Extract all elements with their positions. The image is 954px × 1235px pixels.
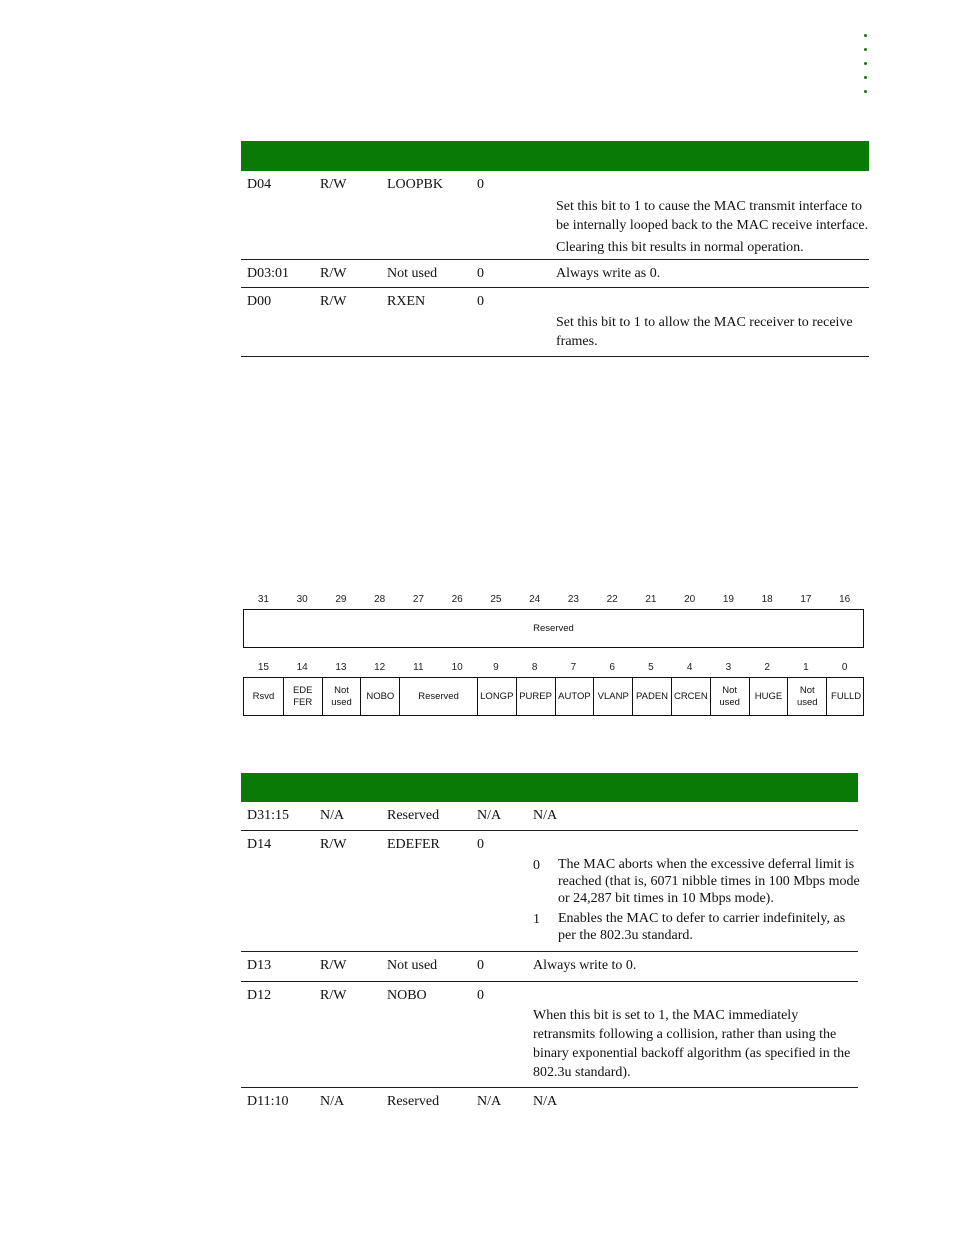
mnemonic-cell: Not used: [387, 266, 438, 281]
bit-number: 26: [451, 594, 463, 605]
bits-cell: D31:15: [247, 808, 289, 823]
bit-number: 21: [645, 594, 657, 605]
field-label: VLANP: [597, 690, 629, 702]
register-field: [283, 678, 322, 715]
bits-cell: D11:10: [247, 1094, 289, 1109]
bit-number: 10: [451, 662, 463, 673]
table-row: [241, 952, 858, 982]
register-field: [749, 678, 788, 715]
bit-number: 11: [413, 662, 424, 673]
description-text: be internally looped back to the MAC receive interface.: [556, 218, 869, 233]
table-row: [241, 260, 869, 288]
description-text: binary exponential backoff algorithm (as specified in the: [533, 1046, 851, 1061]
reset-cell: N/A: [477, 808, 502, 823]
description-text: Always write as 0.: [556, 266, 661, 281]
access-cell: R/W: [320, 177, 347, 192]
description-text: Set this bit to 1 to allow the MAC receiver to receive: [556, 315, 853, 330]
register-field: [632, 678, 671, 715]
bit-number: 8: [531, 662, 538, 673]
table-row: [241, 288, 869, 357]
field-label: Not: [799, 684, 815, 696]
description-text: frames.: [556, 334, 598, 349]
description-text: retransmits following a collision, rather than using the: [533, 1027, 837, 1042]
register-field: [399, 678, 477, 715]
register-field: [322, 678, 361, 715]
bit-number: 13: [335, 662, 347, 673]
bits-cell: D14: [247, 837, 272, 852]
table-row: [241, 982, 858, 1088]
access-cell: R/W: [320, 837, 347, 852]
register-table-1: [241, 141, 869, 357]
margin-dots-decoration: [864, 34, 870, 104]
option-text: reached (that is, 6071 nibble times in 100 Mbps mode: [558, 874, 860, 889]
bit-number: 27: [412, 594, 424, 605]
field-label: used: [796, 696, 818, 708]
field-label: HUGE: [754, 690, 783, 702]
description-text: Always write to 0.: [533, 958, 637, 973]
register-field: [710, 678, 749, 715]
bits-cell: D13: [247, 958, 272, 973]
register-field: [787, 678, 826, 715]
mnemonic-cell: LOOPBK: [387, 177, 444, 192]
reset-cell: 0: [477, 988, 484, 1003]
table-row: [241, 831, 858, 952]
option-text: The MAC aborts when the excessive deferral limit is: [558, 857, 855, 872]
bits-cell: D03:01: [247, 266, 289, 281]
option-value: 0: [533, 858, 540, 873]
table-row: [241, 802, 858, 831]
description-text: When this bit is set to 1, the MAC immediately: [533, 1008, 799, 1023]
bit-number: 17: [800, 594, 812, 605]
field-label: EDE: [292, 684, 313, 696]
description-text: N/A: [533, 808, 558, 823]
field-label: Not: [722, 684, 738, 696]
field-label: CRCEN: [673, 690, 708, 702]
bit-number: 18: [761, 594, 773, 605]
bits-cell: D12: [247, 988, 272, 1003]
field-label: FULLD: [831, 690, 862, 702]
bit-number: 20: [684, 594, 696, 605]
access-cell: N/A: [320, 808, 345, 823]
mnemonic-cell: Reserved: [387, 808, 440, 823]
bit-number: 28: [374, 594, 386, 605]
bit-number: 22: [606, 594, 618, 605]
option-text: or 24,287 bit times in 10 Mbps mode).: [558, 891, 774, 906]
bit-number: 2: [764, 662, 770, 673]
bit-number: 14: [296, 662, 308, 673]
bit-number: 30: [296, 594, 308, 605]
upper-bit-numbers: [244, 594, 864, 608]
table-row: [241, 1088, 858, 1114]
description-text: 802.3u standard).: [533, 1065, 631, 1080]
mnemonic-cell: NOBO: [387, 988, 427, 1003]
bit-number: 6: [609, 662, 615, 673]
access-cell: R/W: [320, 988, 347, 1003]
register-field: [671, 678, 710, 715]
mnemonic-cell: RXEN: [387, 294, 426, 309]
table-row: [241, 171, 869, 260]
bit-number: 9: [493, 662, 499, 673]
register-lower-half: [243, 677, 864, 716]
reset-cell: 0: [477, 294, 484, 309]
reset-cell: 0: [477, 177, 484, 192]
access-cell: R/W: [320, 958, 347, 973]
access-cell: R/W: [320, 266, 347, 281]
register-field: [477, 678, 516, 715]
reset-cell: 0: [477, 958, 484, 973]
table-header-bar: [241, 773, 858, 802]
mnemonic-cell: EDEFER: [387, 837, 440, 852]
bit-number: 5: [648, 662, 654, 673]
register-table-2: [241, 773, 858, 1114]
access-cell: R/W: [320, 294, 347, 309]
access-cell: N/A: [320, 1094, 345, 1109]
bit-number: 4: [686, 662, 693, 673]
field-label: Not: [334, 684, 349, 696]
field-label: used: [331, 696, 352, 708]
reset-cell: N/A: [477, 1094, 502, 1109]
bit-number: 15: [257, 662, 269, 673]
bit-number: 19: [722, 594, 734, 605]
reset-cell: 0: [477, 266, 484, 281]
description-text: Clearing this bit results in normal operation.: [556, 240, 804, 255]
bit-number: 12: [374, 662, 386, 673]
option-text: Enables the MAC to defer to carrier indefinitely, as: [558, 911, 846, 926]
field-label: LONGP: [480, 690, 514, 702]
field-label: Rsvd: [252, 690, 275, 702]
bits-cell: D00: [247, 294, 272, 309]
reset-cell: 0: [477, 837, 484, 852]
bit-number: 0: [841, 662, 848, 673]
field-label: FER: [293, 696, 313, 708]
reserved-field: Reserved: [533, 622, 574, 634]
description-text: Set this bit to 1 to cause the MAC transmit interface to: [556, 199, 862, 214]
lower-bit-numbers: [244, 662, 864, 676]
field-label: PUREP: [519, 690, 552, 702]
bit-number: 23: [567, 594, 579, 605]
bit-number: 29: [335, 594, 347, 605]
register-field: [360, 678, 399, 715]
register-upper-half: [243, 609, 864, 648]
option-text: per the 802.3u standard.: [558, 928, 693, 943]
bit-number: 25: [490, 594, 502, 605]
bit-number: 16: [839, 594, 851, 605]
table-header-bar: [241, 141, 869, 171]
register-field: [555, 678, 594, 715]
register-field: [244, 678, 283, 715]
field-label: AUTOP: [558, 690, 591, 702]
field-label: NOBO: [366, 690, 395, 702]
register-field: [516, 678, 555, 715]
bit-number: 7: [570, 662, 577, 673]
field-label: Reserved: [418, 690, 459, 702]
register-field: [826, 678, 865, 715]
field-label: used: [719, 696, 740, 708]
bits-cell: D04: [247, 177, 272, 192]
mnemonic-cell: Not used: [387, 958, 438, 973]
bit-number: 1: [803, 662, 809, 673]
bit-number: 3: [725, 662, 732, 673]
bit-number: 24: [529, 594, 541, 605]
option-value: 1: [533, 912, 540, 927]
field-label: PADEN: [636, 690, 669, 702]
mnemonic-cell: Reserved: [387, 1094, 440, 1109]
bit-number: 31: [257, 594, 269, 605]
register-field: [593, 678, 632, 715]
description-text: N/A: [533, 1094, 558, 1109]
